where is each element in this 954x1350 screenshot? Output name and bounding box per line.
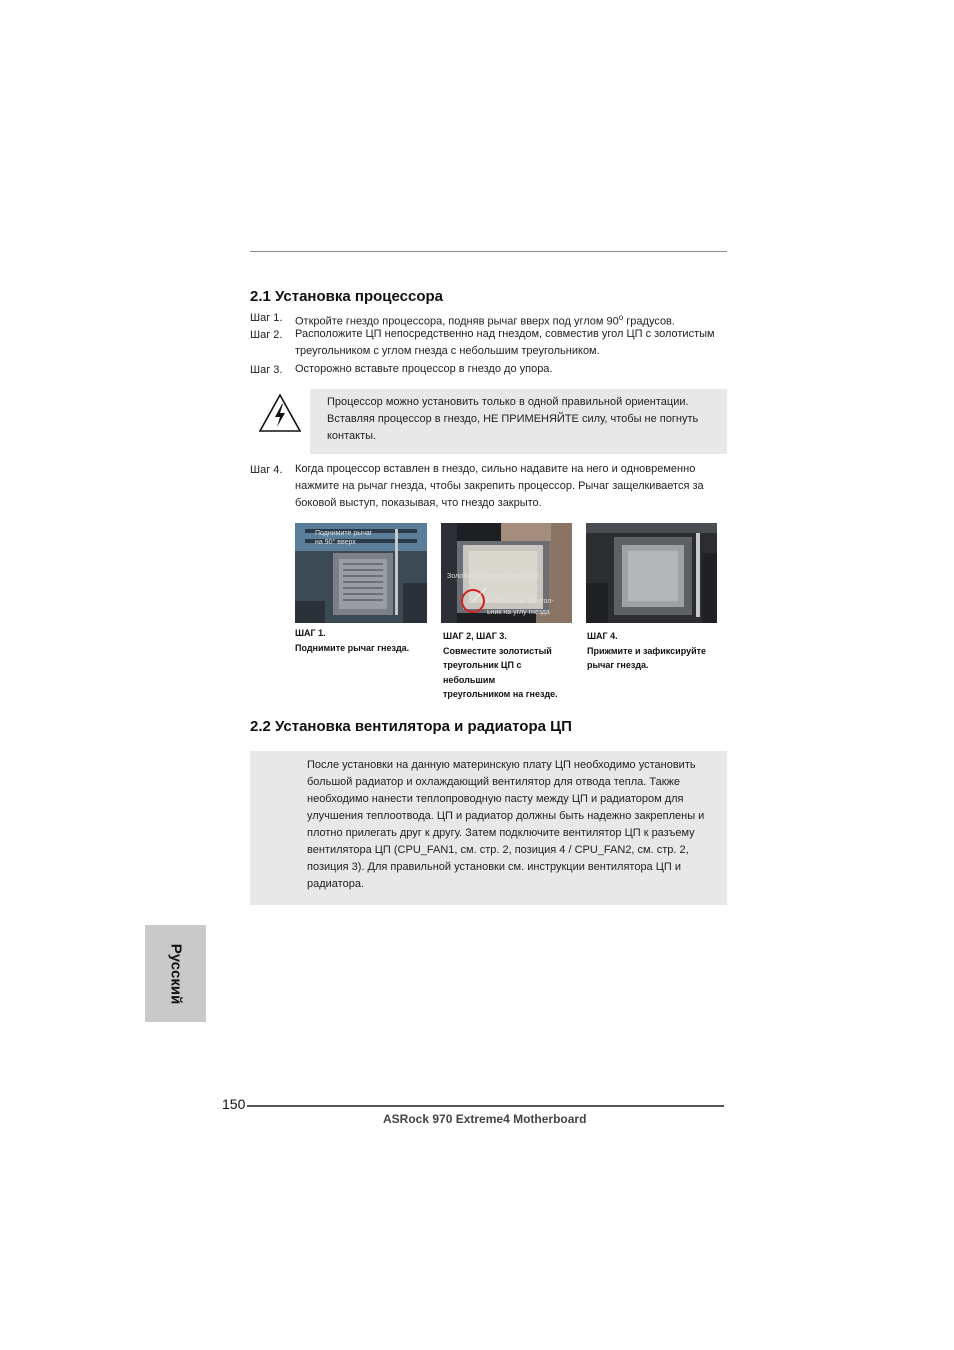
fan-line-4: улучшения теплоотвода. ЦП и радиатор должны быть надежно закреплены и [307,810,705,822]
footer-product-name: ASRock 970 Extreme4 Motherboard [383,1112,587,1126]
degree-sup: o [618,313,624,322]
fan-line-3: необходимо нанести теплопроводную пасту между ЦП и радиатором для [307,793,684,805]
photo-2-caption-line-1: Совместите золотистый [443,645,552,656]
photo-2-overlay-line-2: ьник на углу гнезда [487,609,550,616]
warning-note-text [327,394,722,445]
photo-2-caption-line-3: небольшим [443,674,496,685]
fan-line-2: большой радиатор и охлаждающий вентилятор для отвода тепла. Также [307,776,681,788]
step-3-line-1: Осторожно вставьте процессор в гнездо до упора. [295,363,553,375]
photo-2-caption-line-4: треугольником на гнезде. [443,689,558,699]
photo-3-caption-title: ШАГ 4. [587,631,618,641]
step-1-label: Шаг 1. [250,312,283,324]
photo-step-4 [586,523,717,623]
note-line-2: Вставляя процессор в гнездо, НЕ ПРИМЕНЯЙТЕ силу, чтобы не погнуть [327,413,699,425]
photo-1-caption-title: ШАГ 1. [295,628,326,638]
step-3-label: Шаг 3. [250,364,283,376]
header-rule [250,251,727,252]
photo-3-caption [587,629,727,673]
photo-2-caption [443,629,583,702]
step-1-line-1: Откройте гнездо процессора, подняв рычаг вверх под углом 90 [295,315,619,328]
fan-line-8: радиатора. [307,878,364,890]
step-4-line-1: Когда процессор вставлен в гнездо, сильно надавите на него и одновременно [295,463,696,475]
step-3-text [295,361,735,378]
section-title-cpu-install: 2.1 Установка процессора [250,288,444,305]
fan-heatsink-note-text [307,757,722,893]
photo-2-overlay-small-triangle [487,596,554,618]
photo-1-caption-text: Поднимите рычаг гнезда. [295,642,410,653]
photo-3-caption-line-1: Прижмите и зафиксируйте [587,645,707,656]
photo-1-overlay [315,529,372,547]
fan-line-7: позиция 3). Для правильной установки см. инструкции вентилятора ЦП и [307,861,681,873]
photo-2-overlay-line-1: Небольшой треугол- [487,598,554,605]
note-line-1: Процессор можно установить только в одной правильной ориентации. [327,396,689,408]
photo-2-caption-line-2: треугольник ЦП с [443,660,522,670]
lightning-warning-triangle-icon [258,393,302,433]
page-number: 150 [222,1096,246,1112]
photo-1-overlay-line-2: на 90° вверх [315,539,356,546]
photo-2-overlay-gold-triangle: Золотистый треугольник ЦП [447,573,539,580]
step-2-label: Шаг 2. [250,329,283,341]
photo-1-caption [295,626,435,655]
fan-line-5: плотно прилегать друг к другу. Затем подключите вентилятор ЦП к разъему [307,827,695,839]
fan-line-6: вентилятора ЦП (CPU_FAN1, см. стр. 2, позиция 4 / CPU_FAN2, см. стр. 2, [307,844,689,856]
step-2-line-2: треугольником с углом гнезда с небольшим треугольником. [295,345,600,357]
photo-1-overlay-line-1: Поднимите рычаг [315,530,373,537]
language-tab-label: Русский [167,943,184,1004]
step-1-line-2: градусов. [623,315,675,328]
step-4-line-3: боковой выступ, показывая, что гнездо закрыто. [295,497,542,509]
step-4-text [295,461,735,512]
section-title-fan-heatsink: 2.2 Установка вентилятора и радиатора ЦП [250,718,572,735]
photo-3-caption-line-2: рычаг гнезда. [587,660,649,670]
step-4-line-2: нажмите на рычаг гнезда, чтобы закрепить процессор. Рычаг защелкивается за [295,480,704,492]
photo-2-caption-title: ШАГ 2, ШАГ 3. [443,631,507,641]
photo-step-2-3 [441,523,572,623]
fan-line-1: После установки на данную материнскую плату ЦП необходимо установить [307,759,696,771]
photo-step-1 [295,523,427,623]
step-2-line-1: Расположите ЦП непосредственно над гнездом, совместив угол ЦП с золотистым [295,328,715,340]
footer-rule [247,1105,724,1107]
note-line-3: контакты. [327,430,377,442]
step-4-label: Шаг 4. [250,464,283,476]
language-side-tab [145,925,206,1022]
step-2-text [295,326,735,360]
